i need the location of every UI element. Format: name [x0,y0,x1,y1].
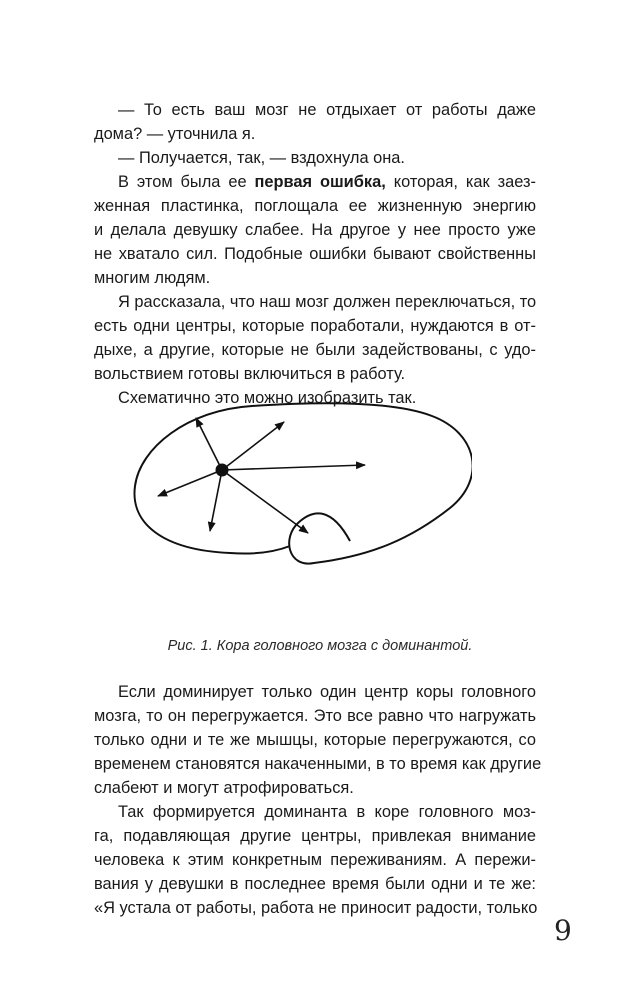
text-line: дыхе, а другие, которые не были задействованы, с удо- [94,341,536,359]
paragraph-2 [94,146,536,170]
arrow-icon [158,470,222,496]
text-line: вольствием готовы включиться в работу. [94,365,406,383]
text-line: слабеют и могут атрофироваться. [94,779,354,797]
paragraph-1 [94,98,536,146]
text-line: Схематично это можно изобразить так. [118,389,417,407]
text-line: Я рассказала, что наш мозг должен переключаться, то [118,293,537,311]
arrow-icon [210,470,222,531]
arrow-icon [222,422,284,470]
text-line: многим людям. [94,269,211,287]
cortex-outline [134,403,472,563]
arrow-icon [222,470,308,533]
text-run: которая, как заез- [385,173,536,191]
text-line: мозга, то он перегружается. Это все равно что нагружать [94,707,536,725]
text-line: га, подавляющая другие центры, привлекая внимание [94,827,536,845]
text-line: Так формируется доминанта в коре головного моз- [118,803,536,821]
text-line: человека к этим конкретным переживаниям. А пережи- [94,851,536,869]
paragraph-4 [94,290,536,386]
paragraph-3 [94,170,536,290]
arrow-icon [222,465,365,470]
text-line: есть одни центры, которые поработали, нуждаются в от- [94,317,536,335]
text-line: Если доминирует только один центр коры головного [118,683,536,701]
figure-caption: Рис. 1. Кора головного мозга с доминантой. [167,638,473,654]
text-line: «Я устала от работы, работа не приносит радости, только [94,899,538,917]
paragraph-6 [94,680,542,800]
text-line: — Получается, так, — вздохнула она. [118,149,405,167]
paragraph-7 [94,800,536,920]
emphasis-first-mistake: первая ошибка, [254,173,386,191]
cortex-dominant-figure [132,388,472,588]
text-line: вания у девушки в последнее время были одни и те же: [94,875,536,893]
text-line: не хватало сил. Подобные ошибки бывают свойственны [94,245,536,263]
text-line: — То есть ваш мозг не отдыхает от работы даже [118,101,536,119]
text-line: дома? — уточнила я. [94,125,256,143]
page-number: 9 [554,914,572,947]
text-line: и делала девушку слабее. На другое у нее просто уже [94,221,536,239]
text-run: В этом была ее [118,173,255,191]
text-line: женная пластинка, поглощала ее жизненную энергию [94,197,536,215]
text-line: временем становятся накаченными, в то время как другие [94,755,542,773]
text-line: только одни и те же мышцы, которые перегружаются, со [94,731,536,749]
arrow-icon [196,418,222,470]
text-line [94,170,536,194]
